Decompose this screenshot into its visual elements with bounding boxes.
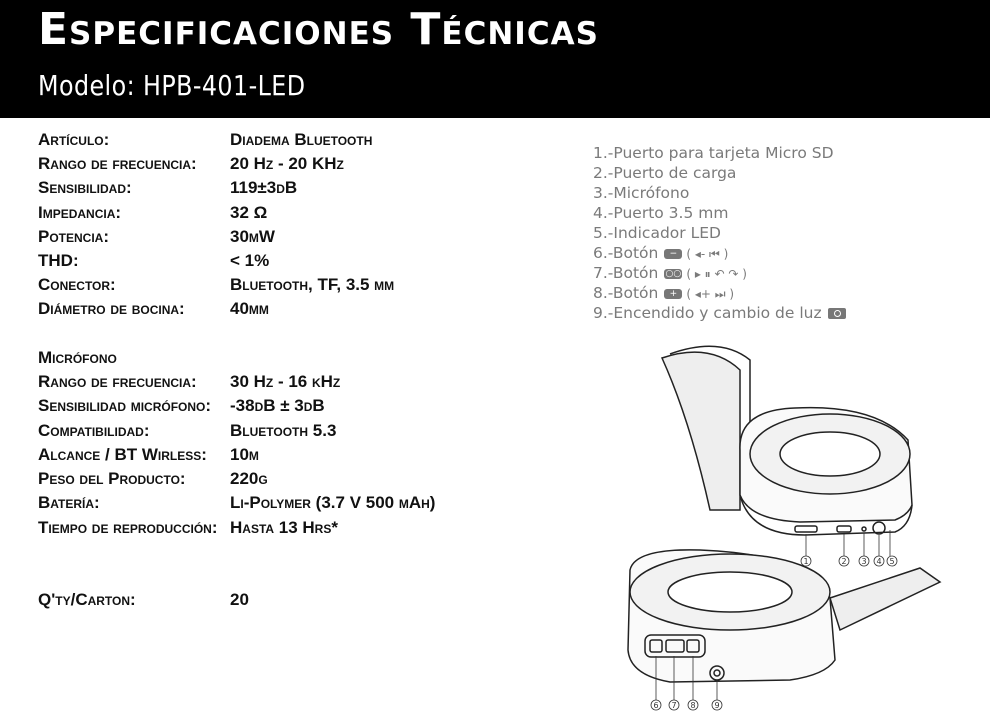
spec-value: Bluetooth, TF, 3.5 mm (230, 275, 395, 294)
spec-value: Diadema Bluetooth (230, 130, 373, 149)
legend-text: 7.-Botón (593, 264, 659, 282)
minus-button-icon: − (664, 249, 682, 259)
spec-value: 30mW (230, 227, 275, 246)
legend-text: 9.-Encendido y cambio de luz (593, 304, 822, 322)
legend-text: 4.-Puerto 3.5 mm (593, 204, 729, 222)
legend-item (593, 303, 846, 323)
legend-text: 3.-Micrófono (593, 184, 690, 202)
callout-9: 9 (714, 701, 720, 710)
spec-label: Compatibilidad: (38, 421, 150, 440)
spec-label: Rango de frecuencia: (38, 154, 197, 173)
spec-value: 20 (230, 590, 249, 609)
headphones-illustration (590, 330, 990, 723)
spec-label: Impedancia: (38, 203, 122, 222)
spec-value: 10m (230, 445, 259, 464)
page-title: Especificaciones Técnicas (38, 4, 599, 55)
spec-value: 119±3dB (230, 178, 298, 197)
legend-item (593, 143, 834, 163)
spec-label: Q'ty/Carton: (38, 590, 136, 609)
spec-value: 30 Hz - 16 kHz (230, 372, 341, 391)
spec-label: Sensibilidad micrófono: (38, 396, 212, 415)
header-banner (0, 0, 990, 118)
headphones-drawing (628, 346, 940, 682)
spec-label: Batería: (38, 493, 100, 512)
spec-label: THD: (38, 251, 79, 270)
spec-value: 220g (230, 469, 268, 488)
model-subtitle: Modelo: HPB-401-LED (38, 69, 306, 102)
legend-item (593, 203, 728, 223)
light-button-icon (828, 308, 846, 319)
plus-button-icon: + (664, 289, 682, 299)
spec-label: Potencia: (38, 227, 109, 246)
legend-text: 2.-Puerto de carga (593, 164, 737, 182)
legend-item (593, 183, 689, 203)
spec-label: Rango de frecuencia: (38, 372, 197, 391)
callout-4: 4 (876, 557, 882, 566)
legend-item (593, 243, 728, 263)
spec-label: Conector: (38, 275, 116, 294)
legend-text: 5.-Indicador LED (593, 224, 721, 242)
callout-8: 8 (690, 701, 696, 710)
legend-item (593, 263, 747, 283)
legend-item (593, 283, 734, 303)
spec-value: -38dB ± 3dB (230, 396, 325, 415)
legend-text: 8.-Botón (593, 284, 659, 302)
callout-2: 2 (841, 557, 847, 566)
legend-text: 1.-Puerto para tarjeta Micro SD (593, 144, 834, 162)
spec-label: Sensibilidad: (38, 178, 132, 197)
controls-icons: ( ◂- ⏮ ) (686, 247, 729, 261)
spec-value: 20 Hz - 20 KHz (230, 154, 344, 173)
callout-3: 3 (861, 557, 867, 566)
legend-text: 6.-Botón (593, 244, 659, 262)
spec-value: Li-Polymer (3.7 V 500 mAh) (230, 493, 436, 512)
spec-value: Bluetooth 5.3 (230, 421, 337, 440)
callout-1: 1 (803, 557, 809, 566)
spec-value: < 1% (230, 251, 270, 270)
callout-6: 6 (653, 701, 659, 710)
spec-label: Diámetro de bocina: (38, 299, 185, 318)
legend-item (593, 223, 721, 243)
play-pause-button-icon: ○○ (665, 268, 682, 279)
callout-5: 5 (889, 557, 895, 566)
spec-label: Alcance / BT Wirless: (38, 445, 207, 464)
spec-value: Hasta 13 Hrs* (230, 518, 338, 537)
callout-7: 7 (671, 701, 677, 710)
spec-label: Peso del Producto: (38, 469, 186, 488)
section-title: Micrófono (38, 348, 117, 367)
controls-icons: ( ◂+ ⏭ ) (686, 287, 735, 301)
spec-label: Tiempo de reproducción: (38, 518, 218, 537)
spec-value: 32 Ω (230, 203, 268, 222)
controls-icons: ( ▸ ⏸ ↶ ↷ ) (686, 267, 747, 281)
spec-value: 40mm (230, 299, 269, 318)
spec-label: Artículo: (38, 130, 110, 149)
legend-item (593, 163, 736, 183)
